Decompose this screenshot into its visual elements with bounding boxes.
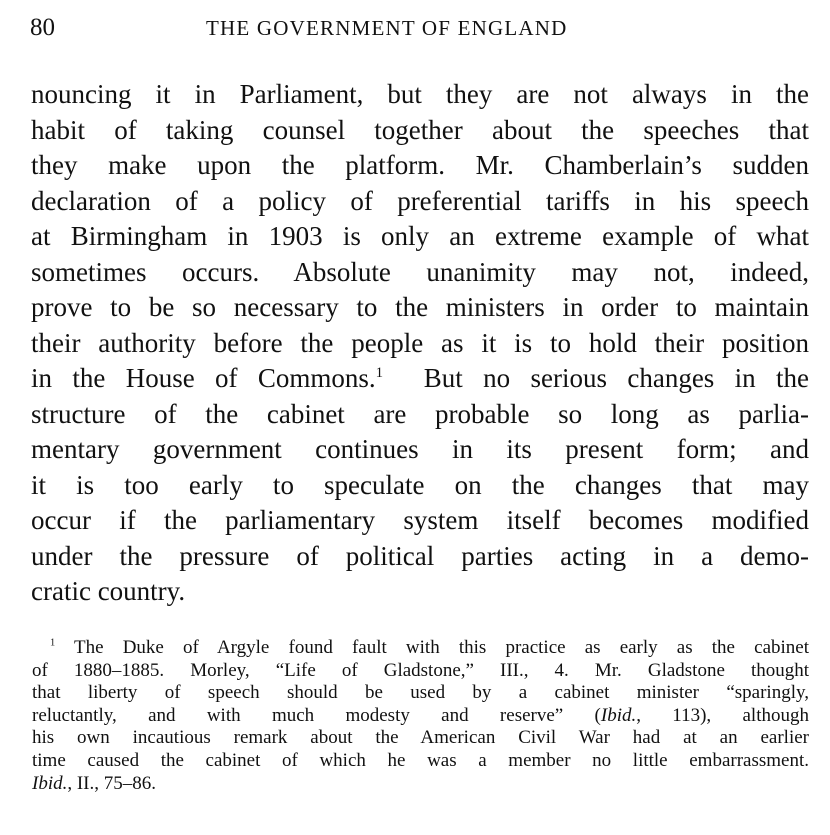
body-line: nouncing it in Parliament, but they are not always in the [31,79,809,109]
footnote-text: , II., 75–86. [67,772,157,794]
running-head: THE GOVERNMENT OF ENGLAND [206,16,568,40]
footnote-line: that liberty of speech should be used by a cabinet minister “sparingly, [32,682,809,704]
footnote-line: of 1880–1885. Morley, “Life of Gladstone,” III., 4. Mr. Gladstone thought [32,659,809,681]
body-line: cratic country. [31,576,186,606]
body-line: they make upon the platform. Mr. Chamberlain’s sudden [31,150,809,180]
footnote-text: The Duke of Argyle found fault with this practice as early as the cabinet [74,637,809,658]
footnote-text: reluctantly, and with much modesty and reserve” ( [32,704,601,726]
footnote-ibid: Ibid. [32,772,68,794]
body-line: at Birmingham in 1903 is only an extreme example of what [31,221,809,251]
body-line: under the pressure of political parties acting in a demo- [31,540,809,571]
footnote [32,637,809,795]
page-number: 80 [30,14,55,41]
footnote-reference: 1 [375,365,384,381]
body-line: their authority before the people as it is to hold their position [31,327,809,358]
footnote-ibid: Ibid. [600,704,637,726]
footnote-line [32,705,809,728]
body-paragraph [31,77,809,610]
body-line-part: in the House of Commons. [31,363,376,393]
body-line-part: But no serious changes in the [423,363,810,393]
body-line: habit of taking counsel together about the speeches that [31,114,809,145]
footnote-line [32,637,809,660]
body-line: occur if the parliamentary system itself becomes modified [31,505,809,535]
page-header [30,10,810,44]
body-line: it is too early to speculate on the changes that may [31,469,809,500]
body-line: declaration of a policy of preferential tariffs in his speech [31,185,809,216]
footnote-line: time caused the cabinet of which he was a member no little embarrassment. [32,749,809,771]
body-line-with-footnote-ref [31,361,809,397]
body-line: structure of the cabinet are probable so long as parlia- [31,398,809,429]
body-line: mentary government continues in its present form; and [31,434,809,464]
body-line: prove to be so necessary to the ministers in order to maintain [31,292,809,322]
footnote-line: his own incautious remark about the American Civil War had at an earlier [32,727,809,749]
footnote-text: , 113), although [636,704,809,726]
footnote-line [32,773,809,796]
body-line: sometimes occurs. Absolute unanimity may not, indeed, [31,256,809,287]
footnote-marker: 1 [50,637,56,649]
